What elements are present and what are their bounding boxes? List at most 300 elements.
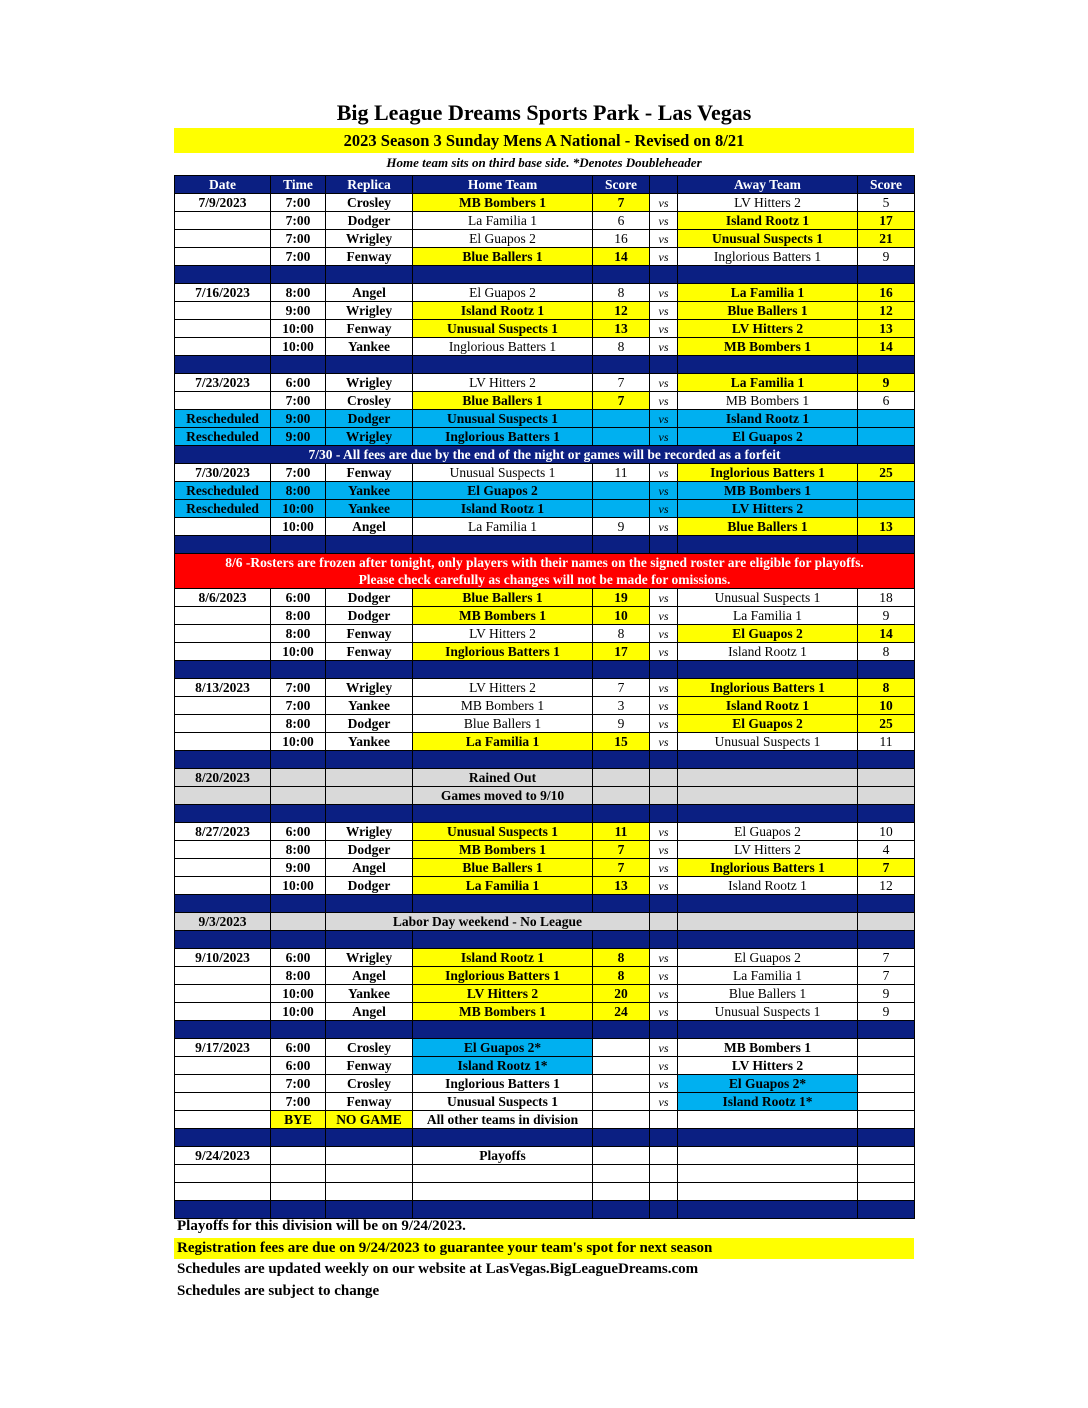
home-score: 9: [593, 715, 650, 733]
home-score: 14: [593, 248, 650, 266]
separator-cell: [175, 536, 271, 554]
game-time: 7:00: [271, 1093, 326, 1111]
game-row: [175, 212, 915, 230]
away-team: Island Rootz 1*: [678, 1093, 858, 1111]
game-date: 8/27/2023: [175, 823, 271, 841]
playoffs-empty: [326, 1165, 413, 1183]
home-score: 13: [593, 320, 650, 338]
game-row: [175, 625, 915, 643]
game-field: Angel: [326, 859, 413, 877]
vs-label: vs: [650, 482, 678, 500]
separator-cell: [593, 1129, 650, 1147]
home-team: MB Bombers 1: [413, 841, 593, 859]
home-score: 15: [593, 733, 650, 751]
rainout-empty: [593, 769, 650, 787]
game-time: 7:00: [271, 248, 326, 266]
fee-banner-row: [175, 446, 915, 464]
vs-label: vs: [650, 1057, 678, 1075]
game-field: Fenway: [326, 1093, 413, 1111]
week-separator: [175, 536, 915, 554]
separator-cell: [858, 931, 915, 949]
game-row: [175, 518, 915, 536]
away-team: LV Hitters 2: [678, 320, 858, 338]
separator-cell: [175, 661, 271, 679]
home-team: Blue Ballers 1: [413, 589, 593, 607]
rescheduled-label: Rescheduled: [175, 500, 271, 518]
separator-cell: [858, 805, 915, 823]
game-time: 10:00: [271, 877, 326, 895]
separator-cell: [650, 1129, 678, 1147]
home-score: 8: [593, 625, 650, 643]
holiday-date: 9/3/2023: [175, 913, 271, 931]
home-team: La Familia 1: [413, 877, 593, 895]
rescheduled-label: Rescheduled: [175, 410, 271, 428]
header-vs: [650, 176, 678, 194]
away-score: 17: [858, 212, 915, 230]
bye-label: BYE: [271, 1111, 326, 1129]
away-team: MB Bombers 1: [678, 338, 858, 356]
playoffs-label: Playoffs: [413, 1147, 593, 1165]
game-date-blank: [175, 320, 271, 338]
game-date: 7/23/2023: [175, 374, 271, 392]
game-time: 10:00: [271, 1003, 326, 1021]
away-team: Island Rootz 1: [678, 212, 858, 230]
footer-registration-note: Registration fees are due on 9/24/2023 to guarantee your team's spot for next season: [174, 1238, 914, 1260]
vs-label: vs: [650, 1039, 678, 1057]
week-separator: [175, 931, 915, 949]
bye-empty: [858, 1111, 915, 1129]
game-date: 9/17/2023: [175, 1039, 271, 1057]
home-team: Inglorious Batters 1: [413, 428, 593, 446]
playoffs-empty: [593, 1147, 650, 1165]
away-score: [858, 428, 915, 446]
separator-cell: [271, 931, 326, 949]
bye-empty: [678, 1111, 858, 1129]
vs-label: vs: [650, 500, 678, 518]
away-team: MB Bombers 1: [678, 1039, 858, 1057]
rainout-empty: [326, 787, 413, 805]
game-row: [175, 302, 915, 320]
home-score: 7: [593, 392, 650, 410]
home-team: Island Rootz 1: [413, 949, 593, 967]
vs-label: vs: [650, 841, 678, 859]
separator-cell: [678, 1021, 858, 1039]
game-time: 6:00: [271, 1039, 326, 1057]
vs-label: vs: [650, 230, 678, 248]
schedule-table: [174, 175, 915, 1219]
separator-cell: [175, 356, 271, 374]
vs-label: vs: [650, 967, 678, 985]
separator-cell: [413, 1129, 593, 1147]
playoffs-empty: [593, 1183, 650, 1201]
game-date-blank: [175, 733, 271, 751]
playoffs-empty: [650, 1147, 678, 1165]
home-team: MB Bombers 1: [413, 1003, 593, 1021]
vs-label: vs: [650, 338, 678, 356]
away-score: [858, 1075, 915, 1093]
playoffs-empty: [650, 1165, 678, 1183]
game-field: Yankee: [326, 500, 413, 518]
rainout-row: [175, 787, 915, 805]
game-time: 8:00: [271, 715, 326, 733]
away-score: 16: [858, 284, 915, 302]
game-field: Yankee: [326, 985, 413, 1003]
game-time: 6:00: [271, 949, 326, 967]
playoffs-empty: [175, 1183, 271, 1201]
rainout-empty: [858, 787, 915, 805]
vs-label: vs: [650, 859, 678, 877]
away-score: 7: [858, 967, 915, 985]
home-score: 8: [593, 967, 650, 985]
week-separator: [175, 1129, 915, 1147]
bye-empty: [593, 1111, 650, 1129]
vs-label: vs: [650, 1003, 678, 1021]
playoffs-empty: [175, 1165, 271, 1183]
game-date-blank: [175, 338, 271, 356]
game-field: Fenway: [326, 248, 413, 266]
game-time: 6:00: [271, 1057, 326, 1075]
away-score: 4: [858, 841, 915, 859]
game-date-blank: [175, 985, 271, 1003]
vs-label: vs: [650, 607, 678, 625]
game-date-blank: [175, 212, 271, 230]
home-team: Unusual Suspects 1: [413, 823, 593, 841]
game-field: Fenway: [326, 1057, 413, 1075]
separator-cell: [326, 805, 413, 823]
playoffs-empty: [678, 1147, 858, 1165]
vs-label: vs: [650, 392, 678, 410]
game-row: [175, 949, 915, 967]
game-row: [175, 679, 915, 697]
game-time: 7:00: [271, 679, 326, 697]
week-separator: [175, 895, 915, 913]
game-row: [175, 392, 915, 410]
away-team: Inglorious Batters 1: [678, 248, 858, 266]
vs-label: vs: [650, 643, 678, 661]
away-score: 9: [858, 374, 915, 392]
separator-cell: [650, 266, 678, 284]
home-score: 8: [593, 284, 650, 302]
away-team: LV Hitters 2: [678, 194, 858, 212]
game-time: 10:00: [271, 500, 326, 518]
game-field: Wrigley: [326, 679, 413, 697]
home-team: LV Hitters 2: [413, 679, 593, 697]
separator-cell: [593, 751, 650, 769]
playoffs-empty: [678, 1165, 858, 1183]
separator-cell: [650, 805, 678, 823]
holiday-empty: [678, 913, 858, 931]
holiday-empty: [650, 913, 678, 931]
separator-cell: [413, 931, 593, 949]
game-field: Yankee: [326, 733, 413, 751]
away-score: 7: [858, 859, 915, 877]
home-score: 9: [593, 518, 650, 536]
game-row: [175, 338, 915, 356]
playoffs-empty: [326, 1147, 413, 1165]
vs-label: vs: [650, 1093, 678, 1111]
vs-label: vs: [650, 715, 678, 733]
away-team: La Familia 1: [678, 374, 858, 392]
home-score: 11: [593, 464, 650, 482]
separator-cell: [593, 536, 650, 554]
header-away-team: Away Team: [678, 176, 858, 194]
game-time: 10:00: [271, 338, 326, 356]
away-team: El Guapos 2*: [678, 1075, 858, 1093]
game-field: Crosley: [326, 392, 413, 410]
game-time: 9:00: [271, 859, 326, 877]
game-time: 7:00: [271, 697, 326, 715]
game-date-blank: [175, 1003, 271, 1021]
away-team: El Guapos 2: [678, 823, 858, 841]
vs-label: vs: [650, 985, 678, 1003]
vs-label: vs: [650, 679, 678, 697]
game-row: [175, 320, 915, 338]
game-time: 8:00: [271, 284, 326, 302]
separator-cell: [858, 266, 915, 284]
home-score: 12: [593, 302, 650, 320]
away-team: LV Hitters 2: [678, 1057, 858, 1075]
home-score: 8: [593, 949, 650, 967]
away-score: 10: [858, 697, 915, 715]
game-date-blank: [175, 697, 271, 715]
away-score: 9: [858, 1003, 915, 1021]
game-field: Dodger: [326, 877, 413, 895]
away-score: 8: [858, 679, 915, 697]
away-score: 14: [858, 338, 915, 356]
table-header: [175, 176, 915, 194]
home-team: Island Rootz 1*: [413, 1057, 593, 1075]
away-team: MB Bombers 1: [678, 482, 858, 500]
vs-label: vs: [650, 518, 678, 536]
away-score: 12: [858, 877, 915, 895]
separator-cell: [271, 1021, 326, 1039]
home-score: [593, 1039, 650, 1057]
footer-change-note: Schedules are subject to change: [177, 1282, 380, 1299]
away-team: El Guapos 2: [678, 625, 858, 643]
away-team: Unusual Suspects 1: [678, 733, 858, 751]
separator-cell: [650, 356, 678, 374]
game-time: 8:00: [271, 607, 326, 625]
separator-cell: [678, 931, 858, 949]
home-team: MB Bombers 1: [413, 194, 593, 212]
game-time: 8:00: [271, 625, 326, 643]
game-field: Angel: [326, 284, 413, 302]
separator-cell: [678, 895, 858, 913]
game-time: 8:00: [271, 967, 326, 985]
game-field: Fenway: [326, 464, 413, 482]
separator-cell: [271, 661, 326, 679]
vs-label: vs: [650, 374, 678, 392]
vs-label: vs: [650, 697, 678, 715]
vs-label: vs: [650, 733, 678, 751]
rainout-date-blank: [175, 787, 271, 805]
separator-cell: [413, 661, 593, 679]
game-date-blank: [175, 967, 271, 985]
playoffs-empty: [593, 1165, 650, 1183]
game-field: Wrigley: [326, 374, 413, 392]
game-row: [175, 482, 915, 500]
rainout-empty: [678, 787, 858, 805]
vs-label: vs: [650, 212, 678, 230]
playoffs-date: 9/24/2023: [175, 1147, 271, 1165]
separator-cell: [650, 931, 678, 949]
home-score: 11: [593, 823, 650, 841]
separator-cell: [678, 805, 858, 823]
separator-cell: [271, 895, 326, 913]
roster-notice-line1: 8/6 -Rosters are frozen after tonight, only players with their names on the signed roster are eligible for playoffs.: [225, 555, 864, 570]
away-team: Inglorious Batters 1: [678, 679, 858, 697]
separator-cell: [593, 931, 650, 949]
game-field: Yankee: [326, 697, 413, 715]
game-field: Dodger: [326, 410, 413, 428]
home-score: 8: [593, 338, 650, 356]
game-row: [175, 374, 915, 392]
separator-cell: [858, 751, 915, 769]
game-date-blank: [175, 607, 271, 625]
home-team: Island Rootz 1: [413, 302, 593, 320]
separator-cell: [858, 1129, 915, 1147]
home-team: Unusual Suspects 1: [413, 1093, 593, 1111]
away-team: El Guapos 2: [678, 949, 858, 967]
vs-label: vs: [650, 428, 678, 446]
away-score: 14: [858, 625, 915, 643]
home-score: [593, 410, 650, 428]
game-field: Wrigley: [326, 428, 413, 446]
game-field: Dodger: [326, 589, 413, 607]
separator-cell: [326, 751, 413, 769]
playoffs-empty: [650, 1183, 678, 1201]
separator-cell: [858, 661, 915, 679]
game-time: 9:00: [271, 410, 326, 428]
game-time: 7:00: [271, 464, 326, 482]
page-title: Big League Dreams Sports Park - Las Vegas: [336, 100, 752, 125]
away-score: [858, 1057, 915, 1075]
vs-label: vs: [650, 625, 678, 643]
home-team: LV Hitters 2: [413, 985, 593, 1003]
separator-cell: [175, 751, 271, 769]
game-row: [175, 1039, 915, 1057]
home-team: Island Rootz 1: [413, 500, 593, 518]
home-score: 7: [593, 841, 650, 859]
separator-cell: [413, 1021, 593, 1039]
game-date-blank: [175, 518, 271, 536]
separator-cell: [858, 1021, 915, 1039]
holiday-text: Labor Day weekend - No League: [326, 913, 650, 931]
home-team: Inglorious Batters 1: [413, 338, 593, 356]
game-row: [175, 284, 915, 302]
home-score: 3: [593, 697, 650, 715]
home-team: MB Bombers 1: [413, 697, 593, 715]
playoffs-row: [175, 1147, 915, 1165]
rainout-empty: [326, 769, 413, 787]
game-row: [175, 643, 915, 661]
game-field: Dodger: [326, 607, 413, 625]
header-away-score: Score: [858, 176, 915, 194]
game-row: [175, 877, 915, 895]
game-time: 10:00: [271, 643, 326, 661]
home-score: 7: [593, 194, 650, 212]
separator-cell: [858, 536, 915, 554]
home-score: 6: [593, 212, 650, 230]
holiday-empty: [271, 913, 326, 931]
vs-label: vs: [650, 248, 678, 266]
separator-cell: [326, 931, 413, 949]
home-score: [593, 1075, 650, 1093]
playoffs-empty: [858, 1165, 915, 1183]
home-score: 19: [593, 589, 650, 607]
game-time: 7:00: [271, 212, 326, 230]
separator-cell: [593, 266, 650, 284]
home-score: 24: [593, 1003, 650, 1021]
game-row: [175, 230, 915, 248]
rescheduled-label: Rescheduled: [175, 428, 271, 446]
game-time: 9:00: [271, 302, 326, 320]
home-score: 16: [593, 230, 650, 248]
away-score: [858, 410, 915, 428]
week-separator: [175, 751, 915, 769]
separator-cell: [326, 1021, 413, 1039]
game-time: 10:00: [271, 518, 326, 536]
separator-cell: [858, 356, 915, 374]
game-row: [175, 428, 915, 446]
home-score: 7: [593, 679, 650, 697]
game-row: [175, 697, 915, 715]
separator-cell: [326, 356, 413, 374]
footer-website-note: Schedules are updated weekly on our website at LasVegas.BigLeagueDreams.com: [177, 1261, 699, 1277]
separator-cell: [650, 1021, 678, 1039]
game-time: 10:00: [271, 985, 326, 1003]
game-row: [175, 607, 915, 625]
home-score: 20: [593, 985, 650, 1003]
game-field: Crosley: [326, 1039, 413, 1057]
game-time: 7:00: [271, 392, 326, 410]
home-score: [593, 428, 650, 446]
away-score: 9: [858, 607, 915, 625]
game-field: Fenway: [326, 320, 413, 338]
away-team: Unusual Suspects 1: [678, 1003, 858, 1021]
game-row: [175, 1003, 915, 1021]
game-field: Wrigley: [326, 949, 413, 967]
game-date-blank: [175, 715, 271, 733]
home-team: Unusual Suspects 1: [413, 464, 593, 482]
away-score: 5: [858, 194, 915, 212]
home-team: LV Hitters 2: [413, 625, 593, 643]
rainout-empty: [678, 769, 858, 787]
game-date-blank: [175, 1075, 271, 1093]
away-score: [858, 482, 915, 500]
game-time: 6:00: [271, 823, 326, 841]
rainout-text: Rained Out: [413, 769, 593, 787]
home-score: 17: [593, 643, 650, 661]
game-date: 7/9/2023: [175, 194, 271, 212]
away-team: Island Rootz 1: [678, 697, 858, 715]
away-score: 18: [858, 589, 915, 607]
roster-notice: [175, 554, 915, 589]
away-score: 8: [858, 643, 915, 661]
separator-cell: [175, 931, 271, 949]
separator-cell: [175, 805, 271, 823]
week-separator: [175, 661, 915, 679]
away-team: MB Bombers 1: [678, 392, 858, 410]
rainout-row: [175, 769, 915, 787]
vs-label: vs: [650, 410, 678, 428]
away-team: Island Rootz 1: [678, 410, 858, 428]
separator-cell: [326, 895, 413, 913]
home-team: Blue Ballers 1: [413, 859, 593, 877]
home-team: LV Hitters 2: [413, 374, 593, 392]
home-team: MB Bombers 1: [413, 607, 593, 625]
game-date-blank: [175, 859, 271, 877]
